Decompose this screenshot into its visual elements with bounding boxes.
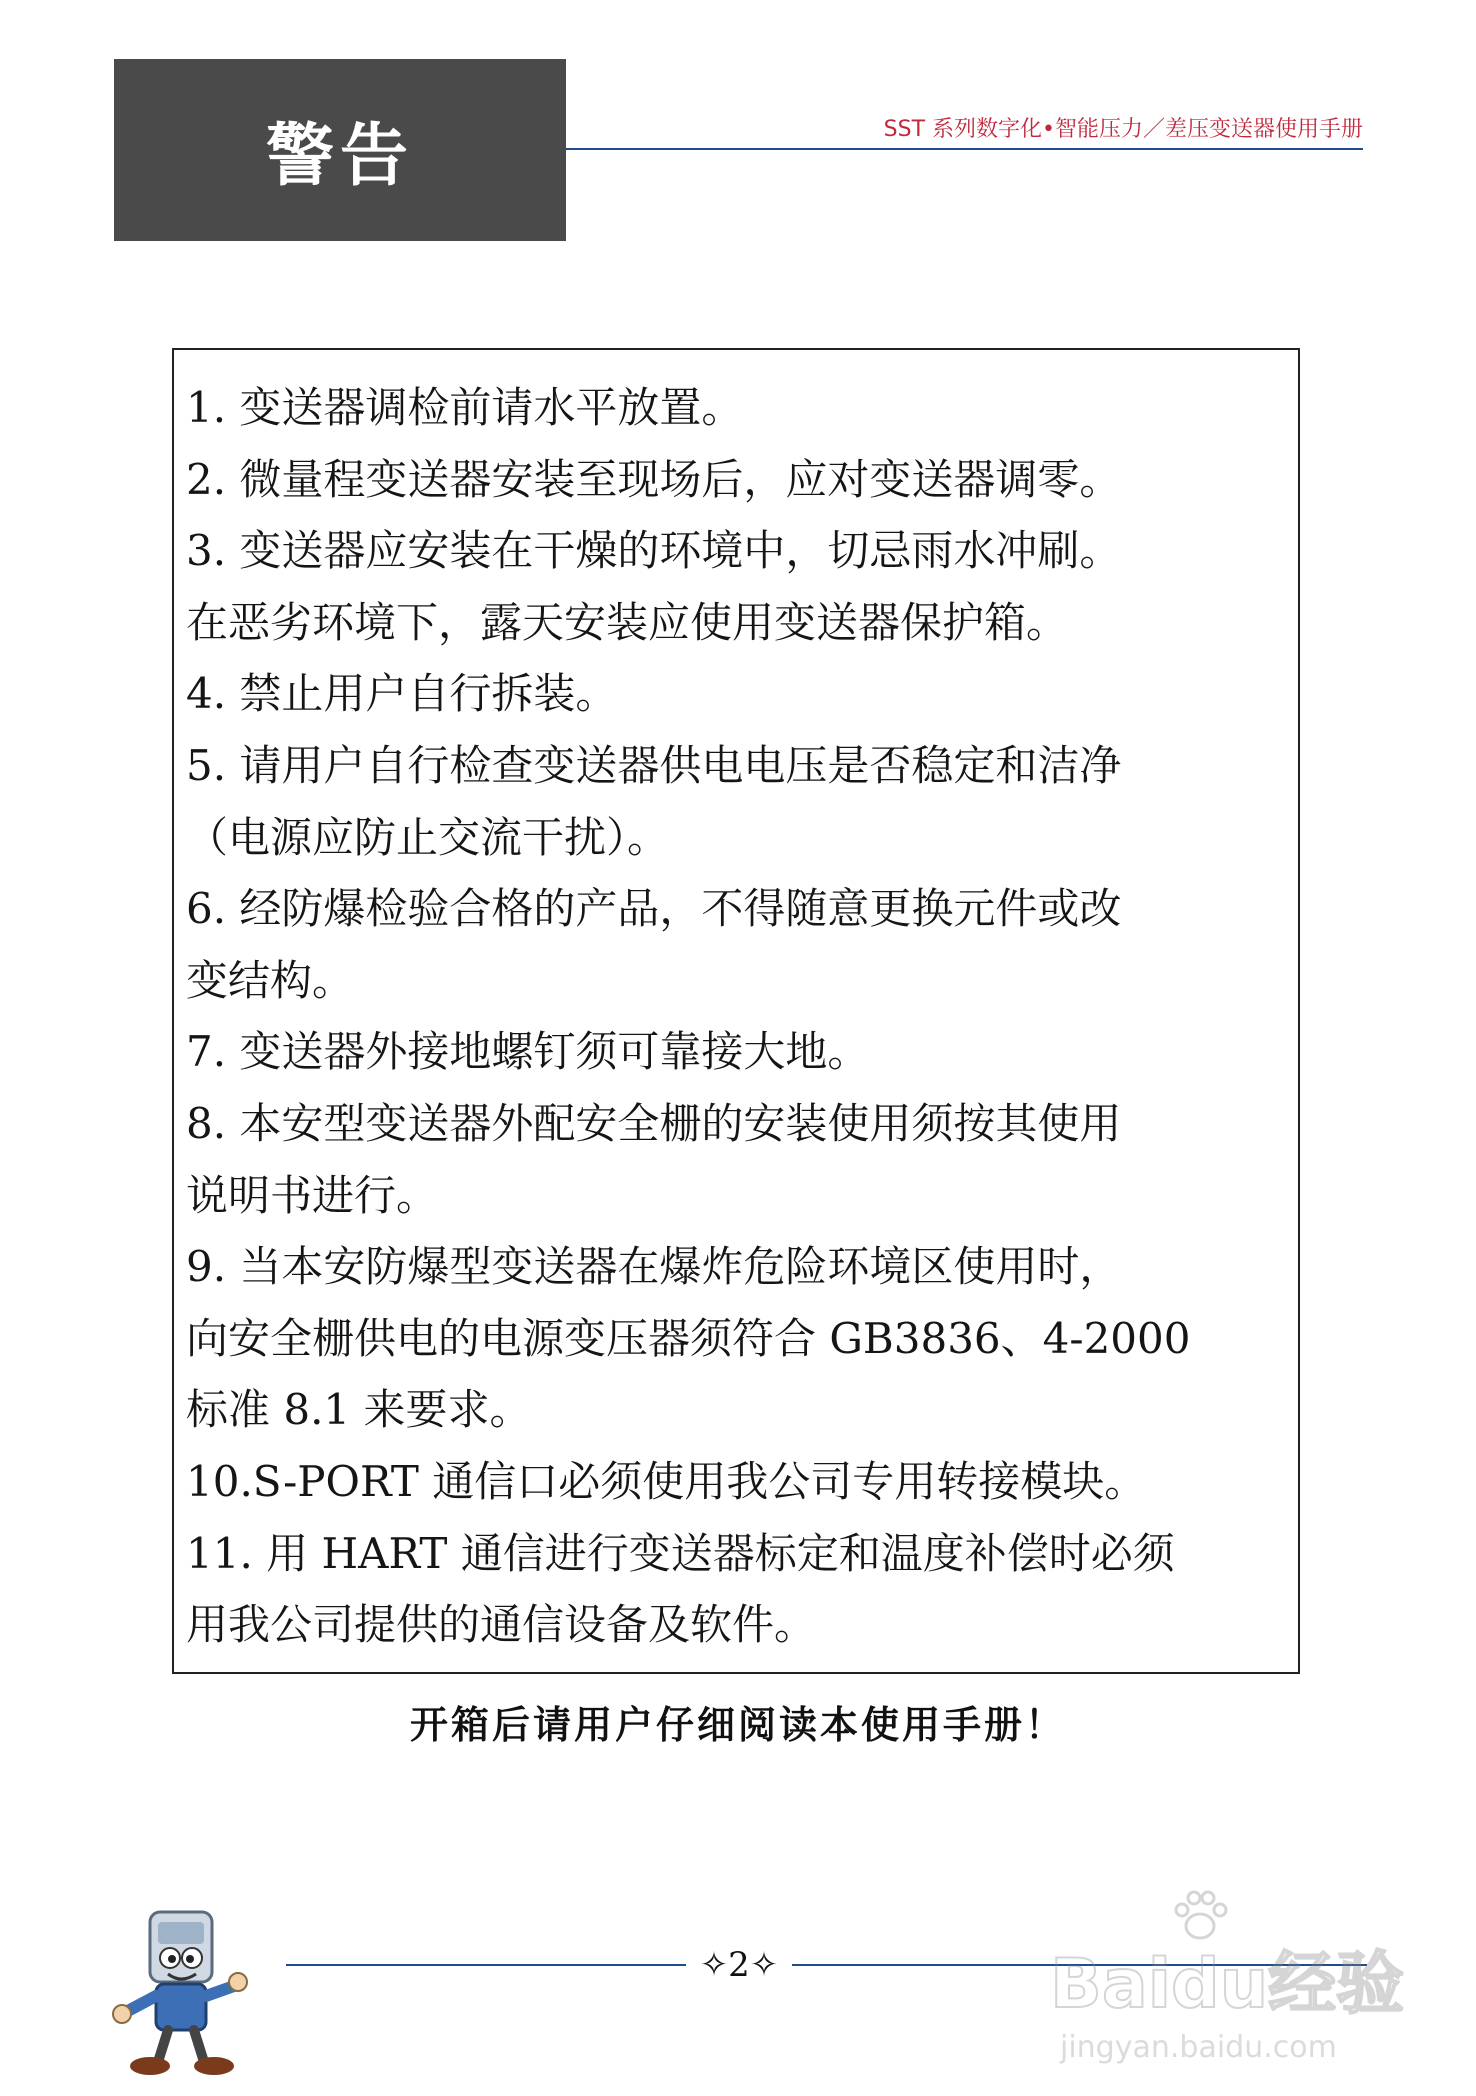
section-title: 警告 — [265, 116, 414, 196]
watermark — [1040, 1880, 1405, 2080]
warning-line: 变结构。 — [186, 955, 355, 1005]
watermark-url: jingyan.baidu.com — [1060, 2030, 1337, 2065]
warning-line: 说明书进行。 — [186, 1170, 439, 1220]
warning-line: 5. 请用户自行检查变送器供电电压是否稳定和洁净 — [186, 740, 1122, 790]
warning-line: 1. 变送器调检前请水平放置。 — [186, 383, 744, 432]
cartoon-mascot-icon — [108, 1900, 253, 2080]
footer-note: 开箱后请用户仔细阅读本使用手册！ — [409, 1703, 1066, 1747]
section-header — [114, 59, 566, 241]
warning-line: 在恶劣环境下，露天安装应使用变送器保护箱。 — [186, 597, 1069, 647]
warning-line: 向安全栅供电的电源变压器须符合 GB3836、4-2000 — [186, 1313, 1191, 1363]
manual-title: SST 系列数字化•智能压力／差压变送器使用手册 — [883, 117, 1363, 142]
header-divider — [566, 148, 1363, 150]
warning-line: 8. 本安型变送器外配安全栅的安装使用须按其使用 — [186, 1098, 1122, 1148]
watermark-brand: Baidu经验 — [1050, 1945, 1405, 2024]
warning-line: 11. 用 HART 通信进行变送器标定和温度补偿时必须 — [186, 1528, 1175, 1578]
page-number: ✧2✧ — [699, 1945, 779, 1985]
footer-rule-left — [286, 1964, 686, 1966]
warning-line: 3. 变送器应安装在干燥的环境中，切忌雨水冲刷。 — [186, 526, 1122, 576]
warning-line: 4. 禁止用户自行拆装。 — [186, 669, 618, 719]
warning-line: 用我公司提供的通信设备及软件。 — [186, 1600, 817, 1650]
warning-line: 2. 微量程变送器安装至现场后，应对变送器调零。 — [186, 454, 1122, 504]
warning-line: 7. 变送器外接地螺钉须可靠接大地。 — [186, 1027, 870, 1077]
warning-line: 标准 8.1 来要求。 — [186, 1385, 532, 1435]
warning-line: （电源应防止交流干扰）。 — [186, 812, 670, 862]
warning-line: 10.S-PORT 通信口必须使用我公司专用转接模块。 — [186, 1456, 1147, 1506]
warning-box — [172, 348, 1300, 1674]
warning-line: 6. 经防爆检验合格的产品，不得随意更换元件或改 — [186, 884, 1122, 934]
warning-line: 9. 当本安防爆型变送器在爆炸危险环境区使用时， — [186, 1242, 1122, 1292]
